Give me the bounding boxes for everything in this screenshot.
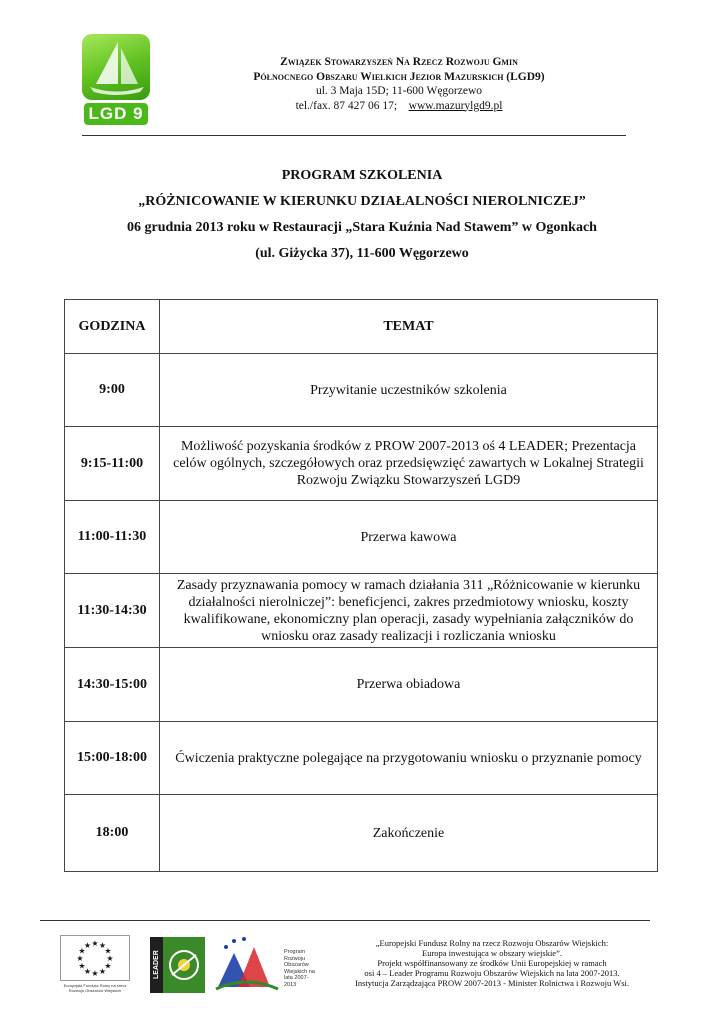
title-line-2: „RÓŻNICOWANIE W KIERUNKU DZIAŁALNOŚCI NIEROLNICZEJ” xyxy=(138,194,586,209)
document-title xyxy=(40,163,684,267)
leader-emblem-icon xyxy=(166,945,202,985)
star-icon: ★ xyxy=(104,961,112,971)
organization-header xyxy=(170,55,628,113)
org-contact xyxy=(170,99,628,114)
eu-stars-icon xyxy=(60,935,130,981)
eu-logo xyxy=(60,935,130,993)
star-icon: ★ xyxy=(83,966,92,976)
row-topic: Przerwa kawowa xyxy=(160,501,658,574)
prow-label: Program Rozwoju Obszarów Wiejskich na lata 2007-2013 xyxy=(284,949,315,988)
column-header-topic: TEMAT xyxy=(160,300,658,354)
row-time: 9:15-11:00 xyxy=(65,427,160,501)
table-row xyxy=(65,354,658,427)
column-header-time: GODZINA xyxy=(65,300,160,354)
leader-label: LEADER xyxy=(150,937,163,993)
org-name-line2: Północnego Obszaru Wielkich Jezior Mazurskich (LGD9) xyxy=(253,70,545,83)
table-row xyxy=(65,574,658,648)
star-icon: ★ xyxy=(91,939,99,948)
table-row xyxy=(65,795,658,872)
footer-line-3: Projekt współfinansowany ze środków Unii Europejskiej w ramach xyxy=(377,958,607,968)
lgd9-logo xyxy=(82,34,150,126)
org-name-line1: Związek Stowarzyszeń Na Rzecz Rozwoju Gmin xyxy=(280,56,518,68)
row-time: 11:30-14:30 xyxy=(65,574,160,648)
row-topic: Ćwiczenia praktyczne polegające na przygotowaniu wniosku o przyznanie pomocy xyxy=(160,722,658,795)
title-line-3: 06 grudnia 2013 roku w Restauracji „Stara Kuźnia Nad Stawem” w Ogonkach xyxy=(127,220,597,235)
table-row xyxy=(65,648,658,722)
program-table xyxy=(64,299,658,872)
table-header-row xyxy=(65,300,658,354)
table-row xyxy=(65,722,658,795)
org-address: ul. 3 Maja 15D; 11-600 Węgorzewo xyxy=(315,85,483,97)
row-time: 9:00 xyxy=(65,354,160,427)
title-line-1: PROGRAM SZKOLENIA xyxy=(281,168,443,183)
row-time: 18:00 xyxy=(65,795,160,872)
row-topic: Zasady przyznawania pomocy w ramach działania 311 „Różnicowanie w kierunku działalności nierolniczej”: beneficjenci, zakres przedmiotowy wniosku, koszty kwalifikowane, ekonomiczny plan operacji, zasady wypełniania załączników do wniosku oraz zasady realizacji i rozliczania wniosku xyxy=(160,574,658,648)
header-divider xyxy=(82,135,626,136)
star-icon: ★ xyxy=(106,954,114,963)
sailboat-icon xyxy=(82,34,150,100)
org-website-link[interactable]: www.mazurylgd9.pl xyxy=(408,99,503,112)
table-row xyxy=(65,501,658,574)
prow-emblem-icon xyxy=(212,935,282,993)
star-icon: ★ xyxy=(83,941,92,951)
row-time: 15:00-18:00 xyxy=(65,722,160,795)
row-topic: Możliwość pozyskania środków z PROW 2007-2013 oś 4 LEADER; Prezentacja celów ogólnych, szczegółowych oraz przedsięwzięć zawartych w Lokalnej Strategii Rozwoju Związku Stowarzyszeń LGD9 xyxy=(160,427,658,501)
footer-line-5: Instytucja Zarządzająca PROW 2007-2013 - Minister Rolnictwa i Rozwoju Wsi. xyxy=(355,978,629,988)
row-time: 14:30-15:00 xyxy=(65,648,160,722)
star-icon: ★ xyxy=(76,954,84,963)
title-line-4: (ul. Giżycka 37), 11-600 Węgorzewo xyxy=(255,246,469,261)
star-icon: ★ xyxy=(91,969,99,978)
prow-logo xyxy=(212,935,317,995)
star-icon: ★ xyxy=(98,941,107,951)
row-time: 11:00-11:30 xyxy=(65,501,160,574)
footer-divider xyxy=(40,920,650,921)
leader-logo xyxy=(150,937,205,993)
footer-line-2: Europa inwestująca w obszary wiejskie”. xyxy=(422,948,562,958)
footer-notice xyxy=(322,938,662,988)
row-topic: Przerwa obiadowa xyxy=(160,648,658,722)
row-topic: Zakończenie xyxy=(160,795,658,872)
org-phone: tel./fax. 87 427 06 17; xyxy=(295,99,398,112)
footer-line-1: „Europejski Fundusz Rolny na rzecz Rozwoju Obszarów Wiejskich: xyxy=(375,938,609,948)
star-icon: ★ xyxy=(78,946,86,956)
star-icon: ★ xyxy=(98,966,107,976)
footer-line-4: osi 4 – Leader Programu Rozwoju Obszarów Wiejskich na lata 2007-2013. xyxy=(364,968,620,978)
star-icon: ★ xyxy=(78,961,86,971)
eu-caption: Europejski Fundusz Rolny na rzecz Rozwoju Obszarów Wiejskich xyxy=(63,983,127,993)
row-topic: Przywitanie uczestników szkolenia xyxy=(160,354,658,427)
logo-text: LGD 9 xyxy=(84,103,148,125)
table-row xyxy=(65,427,658,501)
star-icon: ★ xyxy=(104,946,112,956)
